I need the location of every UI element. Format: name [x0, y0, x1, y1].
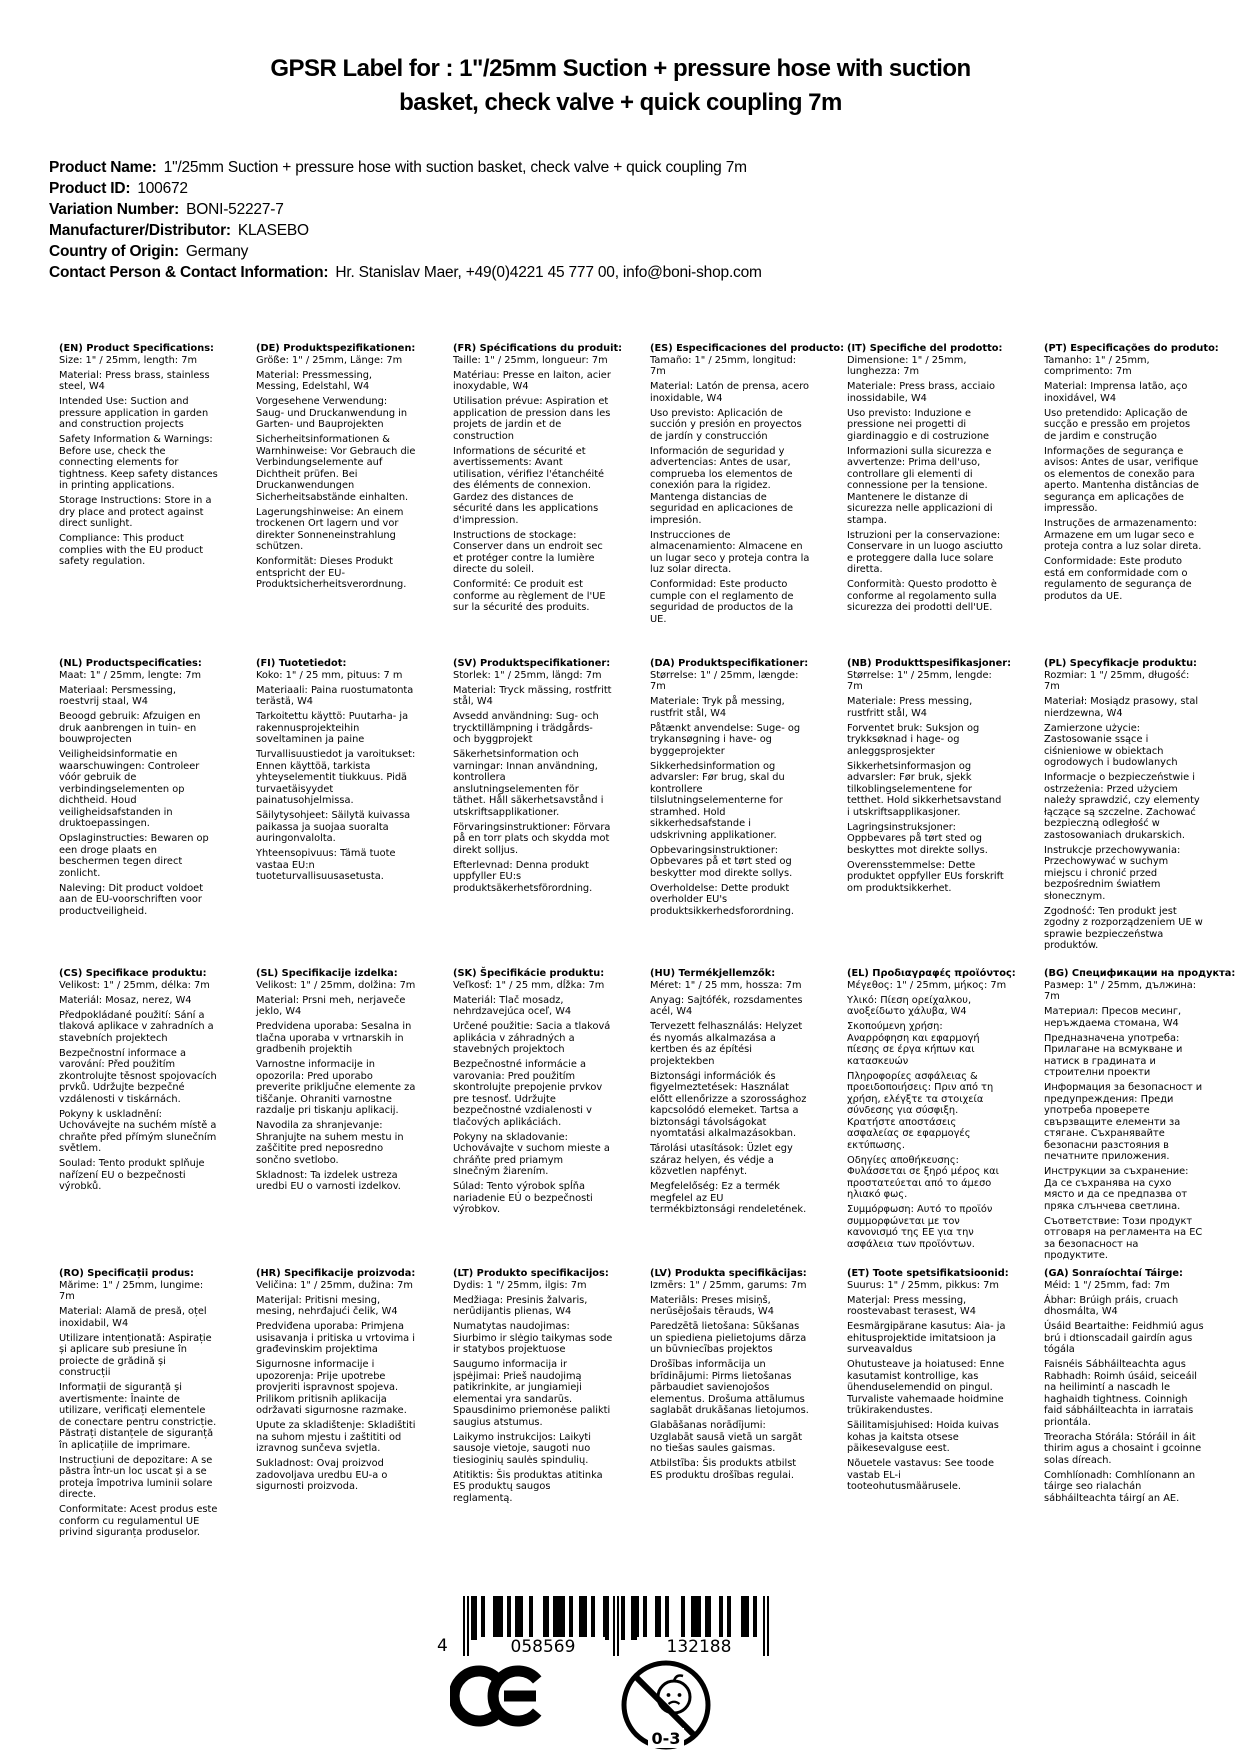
spec-paragraph: Určené použitie: Sacia a tlaková aplikácia v záhradných a stavebných projektoch	[453, 1021, 611, 1055]
info-label: Contact Person & Contact Information:	[49, 264, 329, 281]
info-row	[49, 157, 762, 178]
spec-paragraph: Úsáid Beartaithe: Feidhmiú agus brú i dtionscadail gairdín agus tógála	[1044, 1321, 1204, 1355]
language-spec-block-hr	[256, 1268, 416, 1496]
spec-block-header: (PL) Specyfikacje produktu:	[1044, 658, 1197, 669]
spec-paragraph: Naleving: Dit product voldoet aan de EU-voorschriften voor productveiligheid.	[59, 882, 204, 917]
spec-paragraph: Paredzētā lietošana: Sūkšanas un spiediena pielietojums dārza un būvniecības projektos	[650, 1321, 807, 1355]
info-row	[49, 220, 762, 241]
language-spec-block-pl	[1044, 658, 1204, 955]
spec-paragraph: Taille: 1" / 25mm, longueur: 7m	[453, 354, 608, 366]
info-label: Variation Number:	[49, 201, 180, 218]
spec-block-header: (FI) Tuotetiedot:	[256, 658, 347, 669]
spec-paragraph: Инструкции за съхранение: Да се съхранява на сухо място и да се предпазва от пряка слънчева светлина.	[1044, 1166, 1189, 1212]
spec-block-header: (FR) Spécifications du produit:	[453, 343, 623, 354]
language-spec-block-et	[847, 1268, 1007, 1496]
spec-paragraph: Sikkerhetsinformasjon og advarsler: Før bruk, sjekk tilkoblingselementene for tetthet. Hold sikkerhetsavstand i utskriftsapplikasjoner.	[847, 760, 1002, 818]
spec-paragraph: Izmērs: 1" / 25mm, garums: 7m	[650, 1279, 807, 1291]
spec-paragraph: Comhlíonadh: Comhlíonann an táirge seo rialachán sábháilteachta táirgí an AE.	[1044, 1469, 1196, 1504]
product-info	[49, 157, 762, 283]
spec-paragraph: Materiale: Press messing, rustfritt stål, W4	[847, 696, 973, 719]
spec-paragraph: Vorgesehene Verwendung: Saug- und Druckanwendung in Garten- und Bauprojekten	[256, 396, 408, 430]
spec-paragraph: Matériau: Presse en laiton, acier inoxydable, W4	[453, 369, 611, 392]
info-row	[49, 241, 762, 262]
spec-block-header: (NB) Produkttspesifikasjoner:	[847, 658, 1011, 669]
language-spec-block-sk	[453, 968, 613, 1219]
spec-paragraph: Utilisation prévue: Aspiration et application de pression dans les projets de jardin et de construction	[453, 396, 611, 442]
barcode-right-digits: 132188	[637, 1637, 761, 1657]
spec-paragraph: Material: Press brass, stainless steel, W4	[59, 369, 210, 392]
spec-paragraph: Conformité: Ce produit est conforme au règlement de l'UE sur la sécurité des produits.	[453, 579, 606, 613]
info-value: Hr. Stanislav Maer, +49(0)4221 45 777 00, info@boni-shop.com	[335, 264, 762, 281]
info-label: Country of Origin:	[49, 243, 179, 260]
spec-paragraph: Información de seguridad y advertencias: Antes de usar, comprueba los elementos de conexión para la rigidez. Mantenga distancias de seguridad en aplicaciones de impresión.	[650, 445, 794, 526]
spec-paragraph: Material: Pressmessing, Messing, Edelstahl, W4	[256, 369, 373, 392]
spec-paragraph: Bezpečnostné informácie a varovania: Pred použitím skontrolujte prepojenie prvkov pre tesnosť. Udržujte bezpečnostné vzdialenosti v tlačových aplikáciách.	[453, 1059, 603, 1128]
spec-block-header: (LT) Produkto specifikacijos:	[453, 1268, 609, 1279]
spec-paragraph: Suurus: 1" / 25mm, pikkus: 7m	[847, 1279, 999, 1291]
spec-paragraph: Treoracha Stórála: Stóráil in áit thirim agus a chosaint i gcoinne solas díreach.	[1044, 1431, 1202, 1466]
spec-paragraph: Информация за безопасност и предупреждения: Преди употреба проверете свързващите елементи за стягане. Съхранявайте безопасни разстояния в печатните приложения.	[1044, 1082, 1203, 1162]
spec-block-header: (PT) Especificações do produto:	[1044, 343, 1219, 354]
spec-paragraph: Avsedd användning: Sug- och trycktillämpning i trädgårds- och byggprojekt	[453, 711, 599, 745]
spec-paragraph: Förvaringsinstruktioner: Förvara på en torr plats och skydda mot direkt solljus.	[453, 821, 611, 856]
spec-paragraph: Sikkerhedsinformation og advarsler: Før brug, skal du kontrollere tilslutningselementerne for stramhed. Hold sikkerhedsafstande i udskrivning applikationer.	[650, 760, 785, 841]
spec-paragraph: Conformità: Questo prodotto è conforme al regolamento sulla sicurezza dei prodotti dell'UE.	[847, 579, 997, 613]
spec-paragraph: Materiál: Mosaz, nerez, W4	[59, 994, 192, 1006]
spec-paragraph: Dydis: 1 "/ 25mm, ilgis: 7m	[453, 1279, 587, 1291]
spec-paragraph: Sukladnost: Ovaj proizvod zadovoljava uredbu EU-a o sigurnosti proizvoda.	[256, 1458, 388, 1492]
info-row	[49, 178, 762, 199]
spec-paragraph: Conformidade: Este produto está em conformidade com o regulamento de segurança de produtos da UE.	[1044, 556, 1192, 602]
spec-paragraph: Drošības informācija un brīdinājumi: Pirms lietošanas pārbaudiet savienojošos elementus. Drošuma attālumus saglabāt drukāšanas lietojumos.	[650, 1359, 809, 1416]
spec-paragraph: Atbilstība: Šis produkts atbilst ES produktu drošības regulai.	[650, 1458, 797, 1481]
language-spec-block-lt	[453, 1268, 613, 1508]
spec-paragraph: Ohutusteave ja hoiatused: Enne kasutamist kontrollige, kas ühenduselemendid on pingul. Turvaliste vahemaade hoidmine trükirakendustes.	[847, 1359, 1005, 1416]
spec-block-header: (EL) Προδιαγραφές προϊόντος:	[847, 968, 1016, 979]
spec-paragraph: Οδηγίες αποθήκευσης: Φυλάσσεται σε ξηρό μέρος και προστατεύεται από το άμεσο ηλιακό φως.	[847, 1154, 999, 1200]
spec-paragraph: Pokyny na skladovanie: Uchovávajte v suchom mieste a chráňte pred priamym slnečným žiarením.	[453, 1131, 610, 1177]
language-spec-block-nb	[847, 658, 1011, 898]
title-line-2: basket, check valve + quick coupling 7m	[399, 89, 842, 116]
spec-paragraph: Utilizare intenționată: Aspirație și aplicare sub presiune în proiecte de grădină și construcții	[59, 1332, 212, 1378]
spec-block-header: (DA) Produktspecifikationer:	[650, 658, 809, 669]
spec-paragraph: Materiaal: Persmessing, roestvrij staal, W4	[59, 684, 176, 707]
spec-paragraph: Velikost: 1" / 25mm, dolžina: 7m	[256, 979, 416, 991]
spec-paragraph: Påtænkt anvendelse: Suge- og trykansøgning i have- og byggeprojekter	[650, 722, 801, 757]
spec-paragraph: Veľkosť: 1" / 25 mm, dĺžka: 7m	[453, 979, 605, 991]
spec-paragraph: Predvidena uporaba: Sesalna in tlačna uporaba v vrtnarskih in gradbenih projektih	[256, 1021, 412, 1055]
spec-paragraph: Materiale: Press brass, acciaio inossidabile, W4	[847, 381, 996, 404]
spec-paragraph: Pokyny k uskladnění: Uchovávejte na suchém místě a chraňte před přímým slunečním světlem.	[59, 1108, 217, 1154]
spec-paragraph: Tamaño: 1" / 25mm, longitud: 7m	[650, 354, 797, 377]
language-spec-block-sl	[256, 968, 416, 1196]
title-line-1: GPSR Label for : 1"/25mm Suction + pressure hose with suction	[270, 55, 971, 82]
spec-paragraph: Μέγεθος: 1" / 25mm, μήκος: 7m	[847, 979, 1007, 991]
spec-paragraph: Informações de segurança e avisos: Antes de usar, verifique os elementos de conexão para aperto. Mantenha distâncias de segurança em aplicações de impressão.	[1044, 445, 1199, 514]
language-spec-block-es	[650, 343, 845, 629]
spec-paragraph: Turvallisuustiedot ja varoitukset: Ennen käyttöä, tarkista yhteyselementit tiukkuus. Pidä turvaetäisyydet painatusohjelmissa.	[256, 749, 416, 806]
spec-paragraph: Conformitate: Acest produs este conform cu regulamentul UE privind siguranța produselor.	[59, 1504, 218, 1538]
age-warning-label: 0-3	[651, 1729, 681, 1748]
spec-paragraph: Размер: 1" / 25mm, дължина: 7m	[1044, 979, 1197, 1002]
spec-paragraph: Sicherheitsinformationen & Warnhinweise: Vor Gebrauch die Verbindungselemente auf Dichtheit prüfen. Bei Druckanwendungen Sicherheitsabstände einhalten.	[256, 434, 416, 503]
info-value: 100672	[137, 180, 188, 197]
language-spec-block-hu	[650, 968, 810, 1219]
spec-paragraph: Zamierzone użycie: Zastosowanie ssące i ciśnieniowe w obiektach ogrodowych i budowlanych	[1044, 722, 1178, 768]
spec-block-header: (ET) Toote spetsifikatsioonid:	[847, 1268, 1009, 1279]
info-row	[49, 262, 762, 283]
spec-paragraph: Material: Latón de prensa, acero inoxidable, W4	[650, 381, 810, 404]
spec-paragraph: Rozmiar: 1 "/ 25mm, długość: 7m	[1044, 669, 1190, 692]
language-spec-block-bg	[1044, 968, 1236, 1265]
spec-paragraph: Informations de sécurité et avertissements: Avant utilisation, vérifiez l'étanchéité des éléments de connexion. Gardez des distances de sécurité dans les applications d'impression.	[453, 445, 605, 526]
spec-paragraph: Saugumo informacija ir įspėjimai: Prieš naudojimą patikrinkite, ar jungiamieji elementai yra sandarūs. Spausdinimo priemonėse palikti saugius atstumus.	[453, 1359, 611, 1428]
spec-paragraph: Sigurnosne informacije i upozorenja: Prije upotrebe provjeriti ispravnost spojeva. Prilikom pritisnih aplikacija održavati sigurnosne razmake.	[256, 1359, 407, 1416]
spec-paragraph: Συμμόρφωση: Αυτό το προϊόν συμμορφώνεται με τον κανονισμό της ΕΕ για την ασφάλεια των προϊόντων.	[847, 1204, 993, 1250]
spec-paragraph: Conformidad: Este producto cumple con el reglamento de seguridad de productos de la UE.	[650, 579, 794, 625]
spec-paragraph: Opbevaringsinstruktioner: Opbevares på et tørt sted og beskytter mod direkte sollys.	[650, 844, 793, 879]
spec-paragraph: Instrucțiuni de depozitare: A se păstra într-un loc uscat și a se proteja împotriva luminii solare directe.	[59, 1454, 213, 1500]
language-spec-block-da	[650, 658, 810, 921]
spec-paragraph: Beoogd gebruik: Afzuigen en druk aanbrengen in tuin- en bouwprojecten	[59, 711, 201, 745]
language-spec-block-it	[847, 343, 1007, 617]
age-warning-0-3-icon	[618, 1658, 714, 1754]
spec-paragraph: Súlad: Tento výrobok spĺňa nariadenie EÚ o bezpečnosti výrobkov.	[453, 1181, 593, 1215]
spec-paragraph: Uso previsto: Aplicación de succión y presión en proyectos de jardín y construcción	[650, 407, 802, 442]
spec-paragraph: Materiał: Mosiądz prasowy, stal nierdzewna, W4	[1044, 696, 1199, 719]
spec-paragraph: Material: Tryck mässing, rostfritt stål, W4	[453, 684, 612, 707]
spec-paragraph: Velikost: 1" / 25mm, délka: 7m	[59, 979, 210, 991]
spec-block-header: (CS) Specifikace produktu:	[59, 968, 207, 979]
spec-paragraph: Informații de siguranță și avertismente: Înainte de utilizare, verificați elementele de conectare pentru constricție. Păstrați distanțele de siguranță în aplicațiile de imprimare.	[59, 1382, 217, 1451]
spec-block-header: (EN) Product Specifications:	[59, 343, 214, 354]
info-label: Product ID:	[49, 180, 131, 197]
spec-paragraph: Intended Use: Suction and pressure application in garden and construction projects	[59, 396, 209, 430]
spec-paragraph: Eesmärgipärane kasutus: Aia- ja ehitusprojektide imitatsioon ja surveavaldus	[847, 1321, 1006, 1355]
spec-paragraph: Méid: 1 "/ 25mm, fad: 7m	[1044, 1279, 1170, 1291]
spec-paragraph: Size: 1" / 25mm, length: 7m	[59, 354, 197, 366]
spec-paragraph: Konformität: Dieses Produkt entspricht der EU-Produktsicherheitsverordnung.	[256, 556, 407, 590]
spec-paragraph: Предназначена употреба: Прилагане на всмукване и натиск в градината и строителни проекти	[1044, 1032, 1183, 1078]
spec-paragraph: Størrelse: 1" / 25mm, længde: 7m	[650, 669, 799, 692]
spec-paragraph: Dimensione: 1" / 25mm, lunghezza: 7m	[847, 354, 967, 377]
spec-paragraph: Съответствие: Този продукт отговаря на регламента на ЕС за безопасност на продуктите.	[1044, 1215, 1203, 1261]
info-value: Germany	[185, 243, 249, 260]
spec-block-header: (ES) Especificaciones del producto:	[650, 343, 845, 354]
spec-paragraph: Varnostne informacije in opozorila: Pred uporabo preverite priključne elemente za tiščanje. Ohraniti varnostne razdalje pri tiskanju aplikacij.	[256, 1059, 416, 1116]
spec-paragraph: Material: Prsni meh, nerjaveče jeklo, W4	[256, 994, 406, 1017]
language-spec-block-nl	[59, 658, 219, 921]
spec-paragraph: Instrukcje przechowywania: Przechowywać w suchym miejscu i chronić przed bezpośrednim światłem słonecznym.	[1044, 844, 1181, 902]
info-label: Manufacturer/Distributor:	[49, 222, 231, 239]
spec-paragraph: Numatytas naudojimas: Siurbimo ir slėgio taikymas sode ir statybos projektuose	[453, 1321, 613, 1355]
spec-paragraph: Veličina: 1" / 25mm, dužina: 7m	[256, 1279, 413, 1291]
spec-paragraph: Ábhar: Brúigh práis, cruach dhosmálta, W4	[1044, 1294, 1179, 1317]
language-spec-block-lv	[650, 1268, 810, 1485]
spec-paragraph: Koko: 1" / 25 mm, pituus: 7 m	[256, 669, 403, 681]
spec-paragraph: Säilytysohjeet: Säilytä kuivassa paikassa ja suojaa suoralta auringonvalolta.	[256, 810, 411, 844]
spec-paragraph: Opslaginstructies: Bewaren op een droge plaats en beschermen tegen direct zonlicht.	[59, 833, 209, 879]
info-value: 1"/25mm Suction + pressure hose with suction basket, check valve + quick coupling 7m	[163, 159, 747, 176]
page-title	[0, 52, 1241, 120]
spec-paragraph: Atitiktis: Šis produktas atitinka ES produktų saugos reglamentą.	[453, 1469, 603, 1504]
spec-paragraph: Lagringsinstruksjoner: Oppbevares på tørt sted og beskyttes mot direkte sollys.	[847, 821, 988, 856]
spec-block-header: (SV) Produktspecifikationer:	[453, 658, 611, 669]
spec-block-header: (RO) Specificații produs:	[59, 1268, 194, 1279]
spec-paragraph: Instruções de armazenamento: Armazene em um lugar seco e proteja contra a luz solar direta.	[1044, 518, 1202, 552]
spec-paragraph: Veiligheidsinformatie en waarschuwingen: Controleer vóór gebruik de verbindingselementen op dichtheid. Houd veiligheidsafstanden in druktoepassingen.	[59, 749, 200, 829]
spec-paragraph: Storlek: 1" / 25mm, längd: 7m	[453, 669, 602, 681]
ce-mark-icon	[450, 1664, 546, 1730]
spec-paragraph: Materjal: Press messing, roostevabast terasest, W4	[847, 1294, 976, 1317]
spec-paragraph: Forventet bruk: Suksjon og trykksøknad i hage- og anleggsprosjekter	[847, 722, 980, 757]
spec-paragraph: Laikymo instrukcijos: Laikyti sausoje vietoje, saugoti nuo tiesioginių saulės spindulių.	[453, 1431, 591, 1466]
spec-paragraph: Bezpečnostní informace a varování: Před použitím zkontrolujte těsnost spojovacích prvků. Udržujte bezpečné vzdálenosti v tiskárnách.	[59, 1047, 217, 1105]
barcode-left-digits: 058569	[481, 1637, 605, 1657]
spec-paragraph: Zgodność: Ten produkt jest zgodny z rozporządzeniem UE w sprawie bezpieczeństwa produktów.	[1044, 905, 1203, 951]
spec-paragraph: Uso pretendido: Aplicação de sucção e pressão em projetos de jardim e construção	[1044, 407, 1191, 442]
spec-block-header: (NL) Productspecificaties:	[59, 658, 202, 669]
language-spec-block-fr	[453, 343, 623, 617]
spec-paragraph: Materijal: Pritisni mesing, mesing, nehrđajući čelik, W4	[256, 1294, 398, 1317]
language-spec-block-el	[847, 968, 1016, 1254]
spec-block-header: (BG) Спецификации на продукта:	[1044, 968, 1236, 979]
spec-paragraph: Maat: 1" / 25mm, lengte: 7m	[59, 669, 202, 681]
spec-block-header: (LV) Produkta specifikācijas:	[650, 1268, 807, 1279]
spec-paragraph: Material: Imprensa latão, aço inoxidável, W4	[1044, 381, 1188, 404]
spec-paragraph: Uso previsto: Induzione e pressione nei progetti di giardinaggio e di costruzione	[847, 407, 990, 442]
info-label: Product Name:	[49, 159, 157, 176]
language-spec-block-pt	[1044, 343, 1219, 606]
spec-paragraph: Efterlevnad: Denna produkt uppfyller EU:s produktsäkerhetsförordning.	[453, 859, 593, 894]
spec-paragraph: Säilitamisjuhised: Hoida kuivas kohas ja kaitsta otsese päikesevalguse eest.	[847, 1420, 999, 1454]
spec-paragraph: Tamanho: 1" / 25mm, comprimento: 7m	[1044, 354, 1150, 377]
spec-paragraph: Nõuetele vastavus: See toode vastab EL-i tooteohutusmäärusele.	[847, 1458, 995, 1492]
spec-paragraph: Medžiaga: Presinis žalvaris, nerūdijantis plienas, W4	[453, 1294, 588, 1317]
spec-paragraph: Υλικό: Πίεση ορείχαλκου, ανοξείδωτο χάλυβα, W4	[847, 994, 972, 1017]
spec-paragraph: Predviđena uporaba: Primjena usisavanja i pritiska u vrtovima i građevinskim projektima	[256, 1321, 415, 1355]
spec-paragraph: Overensstemmelse: Dette produktet oppfyller EUs forskrift om produktsikkerhet.	[847, 859, 1004, 894]
spec-paragraph: Tervezett felhasználás: Helyzet és nyomás alkalmazása a kertben és az építési projektekben	[650, 1021, 803, 1067]
spec-paragraph: Yhteensopivuus: Tämä tuote vastaa EU:n tuoteturvallisuusasetusta.	[256, 848, 396, 882]
ean-barcode	[437, 1596, 793, 1658]
barcode-prefix-digit: 4	[437, 1636, 448, 1656]
language-spec-block-ga	[1044, 1268, 1204, 1508]
spec-paragraph: Overholdelse: Dette produkt overholder EU's produktsikkerhedsforordning.	[650, 882, 795, 917]
spec-paragraph: Upute za skladištenje: Skladištiti na suhom mjestu i zaštititi od izravnog sunčeva svjetla.	[256, 1420, 416, 1454]
spec-paragraph: Skladnost: Ta izdelek ustreza uredbi EU o varnosti izdelkov.	[256, 1169, 401, 1192]
language-spec-block-fi	[256, 658, 416, 886]
spec-paragraph: Faisnéis Sábháilteachta agus Rabhadh: Roimh úsáid, seiceáil na heilimintí a nascadh le haghaidh tightness. Coinnigh faid sábháilteachta in iarratais priontála.	[1044, 1359, 1198, 1428]
spec-block-header: (HR) Specifikacije proizvoda:	[256, 1268, 416, 1279]
spec-paragraph: Materiāls: Preses misiņš, nerūsējošais tērauds, W4	[650, 1294, 774, 1317]
language-spec-block-de	[256, 343, 416, 594]
spec-paragraph: Σκοπούμενη χρήση: Αναρρόφηση και εφαρμογή πίεσης σε έργα κήπων και κατασκευών	[847, 1021, 980, 1067]
spec-paragraph: Istruzioni per la conservazione: Conservare in un luogo asciutto e proteggere dalla luce solare diretta.	[847, 529, 1003, 575]
spec-paragraph: Größe: 1" / 25mm, Länge: 7m	[256, 354, 403, 366]
spec-paragraph: Anyag: Sajtófék, rozsdamentes acél, W4	[650, 994, 803, 1017]
spec-paragraph: Materiale: Tryk på messing, rustfrit stål, W4	[650, 696, 785, 719]
spec-paragraph: Megfelelőség: Ez a termék megfelel az EU termékbiztonsági rendeletének.	[650, 1181, 807, 1215]
spec-paragraph: Instructions de stockage: Conserver dans un endroit sec et protéger contre la lumière directe du soleil.	[453, 529, 603, 575]
info-value: KLASEBO	[237, 222, 309, 239]
spec-paragraph: Informazioni sulla sicurezza e avvertenze: Prima dell'uso, controllare gli elementi di connessione per la tensione. Mantenere le distanze di sicurezza nelle applicazioni di stampa.	[847, 445, 993, 526]
language-spec-block-en	[59, 343, 219, 571]
spec-block-header: (SL) Specifikacije izdelka:	[256, 968, 398, 979]
spec-paragraph: Méret: 1" / 25 mm, hossza: 7m	[650, 979, 802, 991]
spec-paragraph: Πληροφορίες ασφάλειας & προειδοποιήσεις: Πριν από τη χρήση, ελέγξτε τα στοιχεία σύνδεσης για σύσφιξη. Κρατήστε αποστάσεις ασφαλείας σε εφαρμογές εκτύπωσης.	[847, 1070, 994, 1151]
spec-paragraph: Instrucciones de almacenamiento: Almacene en un lugar seco y proteja contra la luz solar directa.	[650, 529, 810, 575]
spec-paragraph: Lagerungshinweise: An einem trockenen Ort lagern und vor direkter Sonneneinstrahlung schützen.	[256, 506, 404, 552]
spec-paragraph: Storage Instructions: Store in a dry place and protect against direct sunlight.	[59, 495, 212, 529]
spec-paragraph: Säkerhetsinformation och varningar: Innan användning, kontrollera anslutningselementen för täthet. Håll säkerhetsavstånd i utskriftsapplikationer.	[453, 749, 604, 818]
spec-block-header: (SK) Špecifikácie produktu:	[453, 968, 605, 979]
spec-paragraph: Material: Alamă de presă, oțel inoxidabil, W4	[59, 1306, 207, 1329]
spec-paragraph: Předpokládané použití: Sání a tlaková aplikace v zahradních a stavebních projektech	[59, 1009, 214, 1044]
spec-paragraph: Tarkoitettu käyttö: Puutarha- ja rakennusprojekteihin soveltaminen ja paine	[256, 711, 409, 745]
spec-paragraph: Tárolási utasítások: Üzlet egy száraz helyen, és védje a közvetlen napfényt.	[650, 1143, 793, 1177]
spec-paragraph: Материал: Пресов месинг, неръждаема стомана, W4	[1044, 1006, 1182, 1029]
language-spec-block-ro	[59, 1268, 219, 1542]
info-value: BONI-52227-7	[186, 201, 284, 218]
language-spec-block-sv	[453, 658, 613, 898]
spec-paragraph: Biztonsági információk és figyelmeztetések: Használat előtt ellenőrizze a szorossághoz kapcsolódó elemeket. Tartsa a biztonsági távolságokat nyomtatási alkalmazásokban.	[650, 1070, 807, 1139]
spec-paragraph: Compliance: This product complies with the EU product safety regulation.	[59, 533, 204, 567]
spec-paragraph: Navodila za shranjevanje: Shranjujte na suhem mestu in zaščitite pred neposredno sončno svetlobo.	[256, 1120, 404, 1166]
spec-block-header: (GA) Sonraíochtaí Táirge:	[1044, 1268, 1183, 1279]
spec-block-header: (DE) Produktspezifikationen:	[256, 343, 416, 354]
spec-block-header: (IT) Specifiche del prodotto:	[847, 343, 1003, 354]
spec-paragraph: Glabāšanas norādījumi: Uzglabāt sausā vietā un sargāt no tiešas saules gaismas.	[650, 1420, 803, 1454]
language-spec-block-cs	[59, 968, 219, 1196]
language-blocks-grid	[59, 343, 1236, 1542]
spec-block-header: (HU) Termékjellemzők:	[650, 968, 776, 979]
spec-paragraph: Soulad: Tento produkt splňuje nařízení EU o bezpečnosti výrobků.	[59, 1158, 205, 1192]
spec-paragraph: Safety Information & Warnings: Before use, check the connecting elements for tightness. Keep safety distances in printing applications.	[59, 434, 218, 491]
spec-paragraph: Størrelse: 1" / 25mm, lengde: 7m	[847, 669, 992, 692]
spec-paragraph: Informacje o bezpieczeństwie i ostrzeżenia: Przed użyciem należy sprawdzić, czy elementy łączące są szczelne. Zachować bezpieczną odległość w zastosowaniach drukarskich.	[1044, 772, 1200, 841]
info-row	[49, 199, 762, 220]
spec-paragraph: Mărime: 1" / 25mm, lungime: 7m	[59, 1279, 204, 1302]
spec-paragraph: Materiaali: Paina ruostumatonta terästä, W4	[256, 684, 414, 707]
spec-paragraph: Materiál: Tlač mosadz, nehrdzavejúca oceľ, W4	[453, 994, 572, 1017]
